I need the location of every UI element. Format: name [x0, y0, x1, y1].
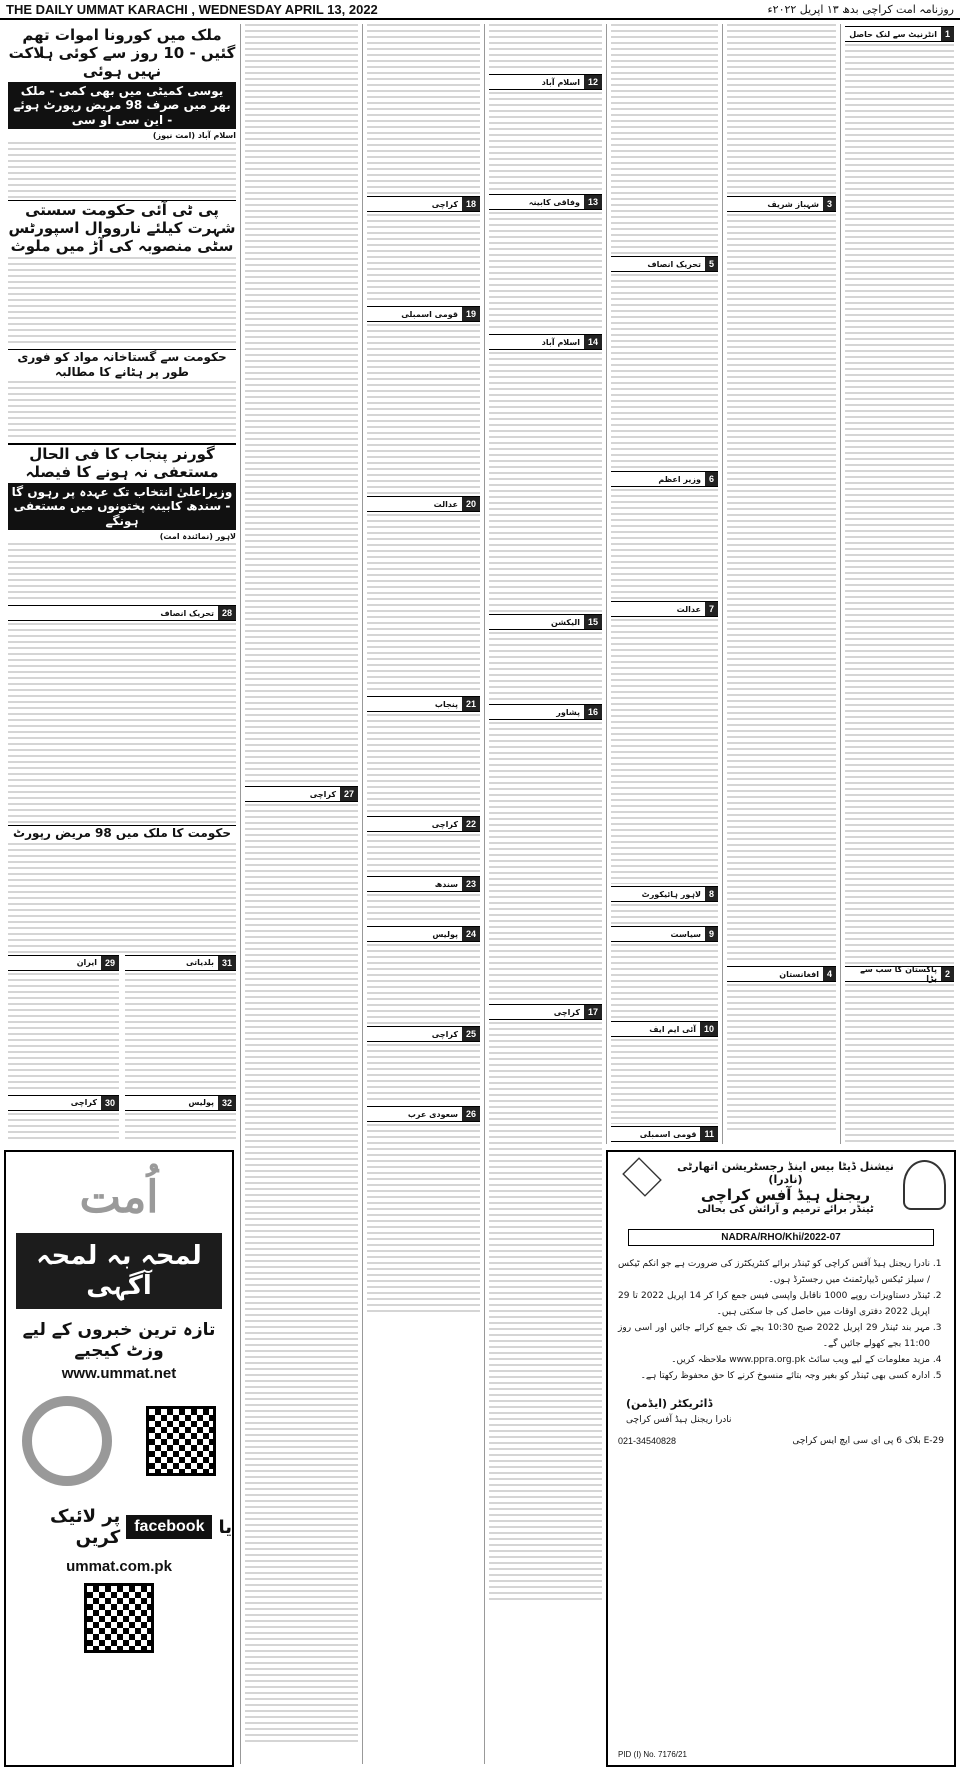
tender-point: 3. مہر بند ٹینڈر 29 اپریل 2022 صبح 10:30 بجے تک جمع کرائے جائیں اور اسی روز 11:00 بجے کھولے جائیں گے۔ — [618, 1320, 930, 1352]
tender-body — [608, 1252, 954, 1388]
story-text — [367, 1044, 480, 1104]
story-text — [8, 142, 236, 198]
fb-text: پر لائیک کریں — [50, 1506, 121, 1548]
story-heading: 7 عدالت — [611, 601, 718, 617]
ummat-website-link-2[interactable]: ummat.com.pk — [66, 1558, 172, 1575]
story-text — [611, 619, 718, 884]
ummat-slogan: لمحہ بہ لمحہ آگہی — [16, 1233, 222, 1309]
story-text — [489, 24, 602, 72]
fb-prefix: یا — [218, 1516, 232, 1538]
story-heading: 1 انٹرنیٹ سے لنک حاصل — [845, 26, 954, 42]
story-text — [489, 1022, 602, 1602]
column-6 — [240, 24, 362, 1764]
story-heading: 11 قومی اسمبلی — [611, 1126, 718, 1142]
story-heading: 16 پشاور — [489, 704, 602, 720]
qr-code-icon — [146, 1406, 216, 1476]
qr-code-icon — [84, 1583, 154, 1653]
story-text — [845, 984, 954, 1144]
column-5 — [362, 24, 484, 1764]
story-text — [611, 1039, 718, 1124]
tender-point: 4. مزید معلومات کے لیے ویب سائٹ www.ppra.org.pk ملاحظہ کریں۔ — [618, 1352, 930, 1368]
story-text — [489, 632, 602, 702]
story-heading: 26 سعودی عرب — [367, 1106, 480, 1122]
story-heading: 22 کراچی — [367, 816, 480, 832]
story-text — [367, 944, 480, 1024]
story-heading: 5 تحریک انصاف — [611, 256, 718, 272]
column-3 — [606, 24, 722, 1144]
story-text — [245, 804, 358, 1744]
story-heading: 9 سیاست — [611, 926, 718, 942]
signatory-office: نادرا ریجنل ہیڈ آفس کراچی — [626, 1415, 732, 1425]
column-7 — [4, 24, 240, 1144]
story-text — [8, 623, 236, 823]
masthead — [0, 0, 960, 20]
column-2 — [722, 24, 840, 1144]
story-text — [611, 489, 718, 599]
column-1 — [840, 24, 958, 1144]
office-address: 29-E بلاک 6 پی ای سی ایچ ایس کراچی — [792, 1436, 944, 1446]
story-heading: 14 اسلام آباد — [489, 334, 602, 350]
story-heading: 15 الیکشن — [489, 614, 602, 630]
headline-5: گورنر پنجاب کا فی الحال مستعفی نہ ہونے کا فیصلہ — [8, 443, 236, 481]
story-text — [727, 24, 836, 194]
tender-point: 1. نادرا ریجنل ہیڈ آفس کراچی کو ٹینڈر برائے کنٹریکٹرز کی ضرورت ہے جو انکم ٹیکس / سیلز ٹیکس ڈیپارٹمنٹ میں رجسٹرڈ ہوں۔ — [618, 1256, 930, 1288]
story-heading: 24 پولیس — [367, 926, 480, 942]
story-text — [8, 381, 236, 441]
story-text — [727, 984, 836, 1134]
story-text — [611, 904, 718, 924]
nadra-office: ریجنل ہیڈ آفس کراچی — [700, 1186, 871, 1204]
story-text — [8, 543, 236, 603]
story-text — [727, 214, 836, 964]
tender-reference: NADRA/RHO/Khi/2022-07 — [628, 1229, 934, 1246]
signature-block — [608, 1388, 954, 1436]
masthead-english: THE DAILY UMMAT KARACHI , WEDNESDAY APRIL 13, 2022 — [6, 1, 378, 17]
tender-point: 2. ٹینڈر دستاویزات روپے 1000 ناقابل واپسی فیس جمع کرا کر 14 اپریل 2022 تا 29 اپریل 2022 دفتری اوقات میں حاصل کی جا سکتی ہیں۔ — [618, 1288, 930, 1320]
story-text — [367, 24, 480, 194]
story-text — [489, 212, 602, 332]
story-text — [8, 1113, 119, 1143]
story-text — [367, 324, 480, 494]
story-heading: 3 شہباز شریف — [727, 196, 836, 212]
nadra-logo — [616, 1160, 668, 1206]
story-heading: 30 کراچی — [8, 1095, 119, 1111]
headline-6: وزیراعلیٰ انتخاب تک عہدہ پر رہوں گا - سندھ کابینہ پختونوں میں مستعفی ہونگے — [8, 483, 236, 530]
nadra-title: نیشنل ڈیٹا بیس اینڈ رجسٹریشن اتھارٹی (نادرا) — [677, 1160, 894, 1186]
story-heading: 10 آئی ایم ایف — [611, 1021, 718, 1037]
story-text — [367, 834, 480, 874]
ummat-advertisement — [4, 1150, 234, 1767]
tender-point: 5. ادارہ کسی بھی ٹینڈر کو بغیر وجہ بتائے منسوخ کرنے کا حق محفوظ رکھتا ہے۔ — [618, 1368, 930, 1384]
headline-7: حکومت کا ملک میں 98 مریض رپورٹ — [8, 825, 236, 840]
column-4 — [484, 24, 606, 1764]
story-heading: 27 کراچی — [245, 786, 358, 802]
story-text — [8, 973, 119, 1093]
story-heading: 29 ایران — [8, 955, 119, 971]
story-heading: 20 عدالت — [367, 496, 480, 512]
nadra-subject: ٹینڈر برائے ترمیم و آرائش کی بحالی — [697, 1204, 874, 1215]
masthead-urdu: روزنامہ امت کراچی بدھ ۱۳ اپریل ۲۰۲۲ء — [767, 2, 954, 16]
story-text — [489, 722, 602, 1002]
story-heading: 8 لاہور ہائیکورٹ — [611, 886, 718, 902]
story-text — [367, 714, 480, 814]
story-text — [245, 24, 358, 784]
story-text — [8, 843, 236, 953]
story-text — [125, 973, 236, 1093]
nadra-tender-notice — [606, 1150, 956, 1767]
story-heading: 4 افغانستان — [727, 966, 836, 982]
story-text — [8, 257, 236, 347]
story-text — [489, 352, 602, 612]
facebook-link[interactable]: facebook — [126, 1515, 212, 1539]
story-text — [845, 44, 954, 964]
story-heading: 19 قومی اسمبلی — [367, 306, 480, 322]
ummat-logo: اُمت — [79, 1172, 159, 1223]
ummat-tagline: تازہ ترین خبروں کے لیے وزٹ کیجیے — [22, 1320, 216, 1361]
story-text — [489, 92, 602, 192]
headline-4: حکومت سے گستاخانہ مواد کو فوری طور پر ہٹانے کا مطالبہ — [8, 349, 236, 379]
story-text — [367, 894, 480, 924]
headline-1: ملک میں کورونا اموات تھم گئیں - 10 روز سے کوئی ہلاکت نہیں ہوئی — [8, 26, 236, 80]
headline-2: یوسی کمیٹی میں بھی کمی - ملک بھر میں صرف 98 مریض رپورٹ ہوئے - این سی او سی — [8, 82, 236, 129]
story-text — [611, 944, 718, 1019]
story-heading: 18 کراچی — [367, 196, 480, 212]
story-text — [367, 214, 480, 304]
story-text — [611, 274, 718, 469]
state-emblem-icon — [903, 1160, 946, 1210]
pid-number: PID (I) No. 7176/21 — [618, 1750, 687, 1759]
headline-3: پی ٹی آئی حکومت سستی شہرت کیلئے نارووال اسپورٹس سٹی منصوبہ کی آڑ میں ملوث — [8, 201, 236, 256]
signatory-title: ڈائریکٹر (ایڈمن) — [626, 1397, 713, 1410]
ummat-website-link[interactable]: www.ummat.net — [61, 1365, 177, 1382]
story-text — [611, 24, 718, 254]
story-heading: 25 کراچی — [367, 1026, 480, 1042]
story-text — [367, 1124, 480, 1314]
story-text — [367, 514, 480, 694]
story-heading: 2 پاکستان کا سب سے بڑا — [845, 966, 954, 982]
magnifier-icon — [22, 1396, 112, 1486]
story-heading: 13 وفاقی کابینہ — [489, 194, 602, 210]
story-heading: 28 تحریک انصاف — [8, 605, 236, 621]
office-phone: 021-34540828 — [618, 1436, 677, 1446]
byline: اسلام آباد (امت نیوز) — [152, 131, 236, 141]
story-heading: 31 بلدیاتی — [125, 955, 236, 971]
story-heading: 17 کراچی — [489, 1004, 602, 1020]
story-text — [125, 1113, 236, 1143]
byline: لاہور (نمائندہ امت) — [159, 532, 236, 542]
story-heading: 6 وزیر اعظم — [611, 471, 718, 487]
story-heading: 23 سندھ — [367, 876, 480, 892]
facebook-row — [6, 1506, 232, 1548]
story-heading: 21 پنجاب — [367, 696, 480, 712]
story-heading: 12 اسلام آباد — [489, 74, 602, 90]
story-heading: 32 پولیس — [125, 1095, 236, 1111]
